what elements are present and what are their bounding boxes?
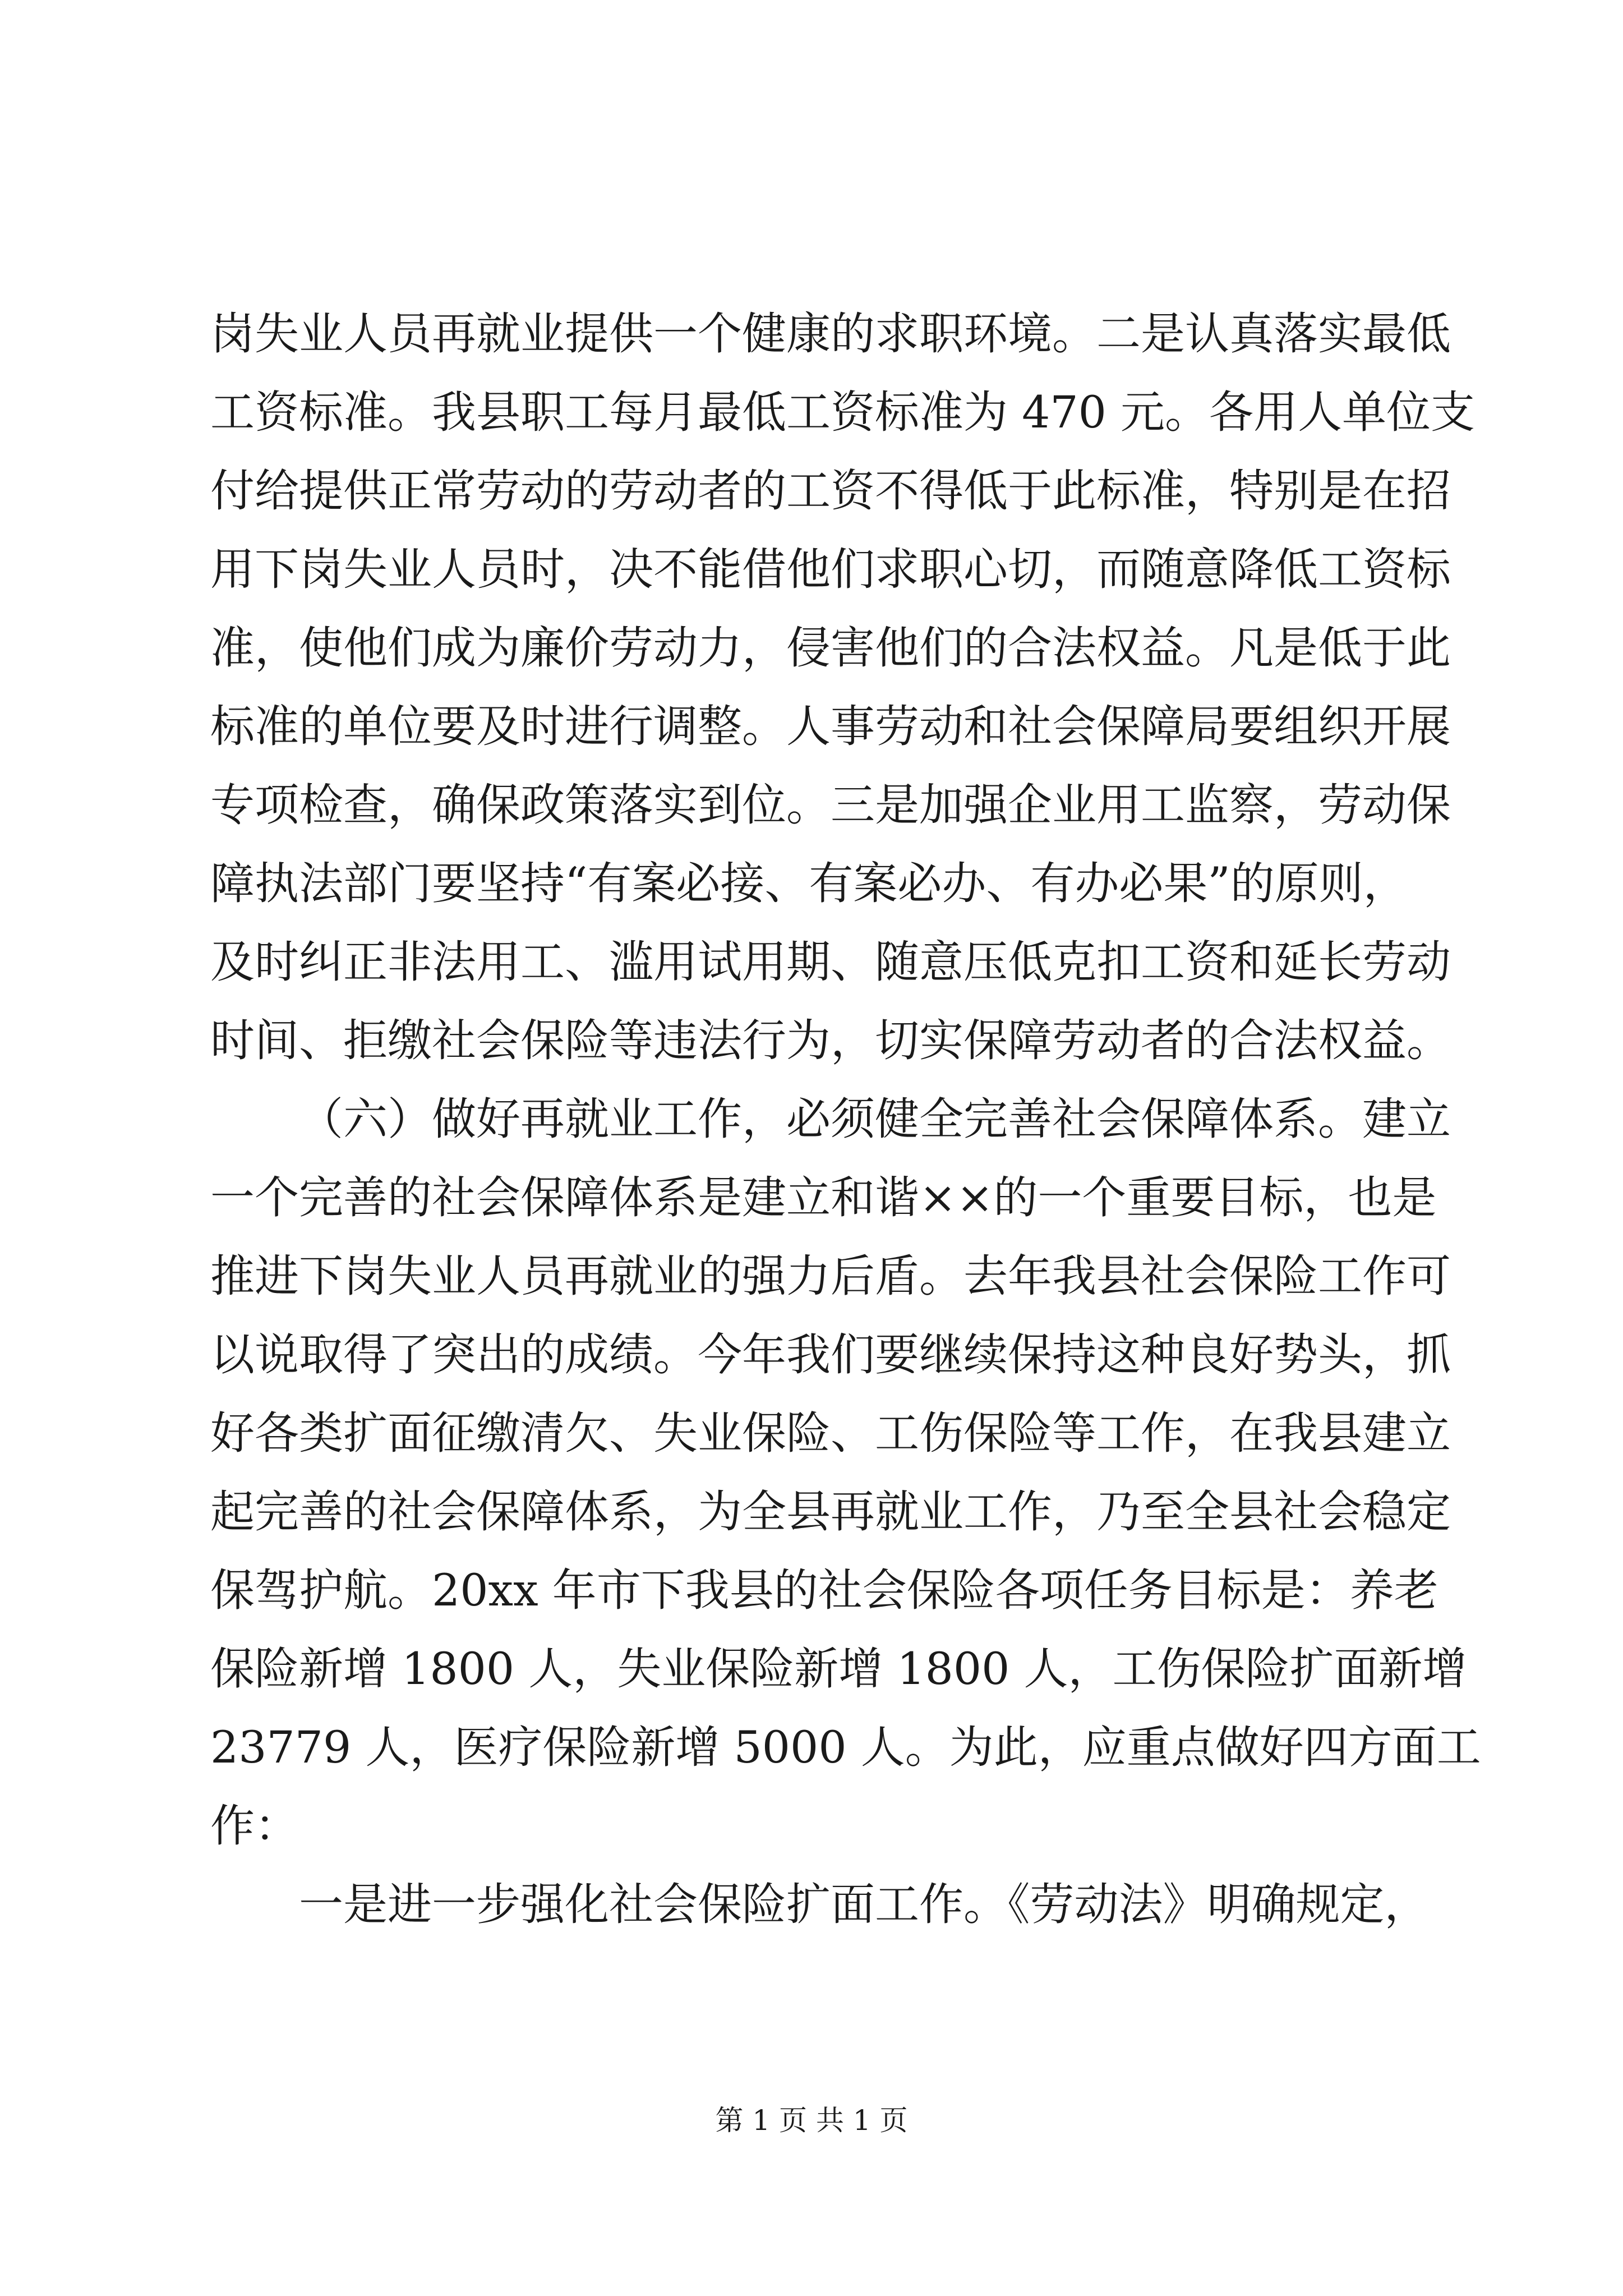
text-line: 以说取得了突出的成绩。今年我们要继续保持这种良好势头，抓 <box>210 1329 1451 1381</box>
text-line: 23779 人，医疗保险新增 5000 人。为此，应重点做好四方面工 <box>210 1722 1481 1773</box>
text-line: 保险新增 1800 人，失业保险新增 1800 人，工伤保险扩面新增 <box>210 1643 1467 1695</box>
text-line: 保驾护航。20xx 年市下我县的社会保险各项任务目标是：养老 <box>210 1565 1438 1616</box>
body-text <box>210 295 1481 1944</box>
text-line: 付给提供正常劳动的劳动者的工资不得低于此标准，特别是在招 <box>210 465 1451 517</box>
text-line: 标准的单位要及时进行调整。人事劳动和社会保障局要组织开展 <box>210 701 1451 752</box>
text-line: （六）做好再就业工作，必须健全完善社会保障体系。建立 <box>299 1093 1451 1145</box>
text-line: 起完善的社会保障体系，为全县再就业工作，乃至全县社会稳定 <box>210 1486 1451 1538</box>
page-footer: 第 1 页 共 1 页 <box>715 2104 908 2137</box>
text-line: 一是进一步强化社会保险扩面工作。《劳动法》明确规定， <box>299 1879 1429 1930</box>
text-line: 作： <box>210 1800 299 1852</box>
text-line: 一个完善的社会保障体系是建立和谐××的一个重要目标，也是 <box>210 1172 1437 1223</box>
text-line: 专项检查，确保政策落实到位。三是加强企业用工监察，劳动保 <box>210 779 1451 831</box>
text-line: 岗失业人员再就业提供一个健康的求职环境。二是认真落实最低 <box>210 308 1451 360</box>
text-line: 障执法部门要坚持“有案必接、有案必办、有办必果”的原则， <box>210 858 1408 909</box>
text-line: 及时纠正非法用工、滥用试用期、随意压低克扣工资和延长劳动 <box>210 936 1451 988</box>
text-line: 用下岗失业人员时，决不能借他们求职心切，而随意降低工资标 <box>210 544 1451 595</box>
text-line: 推进下岗失业人员再就业的强力后盾。去年我县社会保险工作可 <box>210 1250 1451 1302</box>
text-line: 时间、拒缴社会保险等违法行为，切实保障劳动者的合法权益。 <box>210 1015 1451 1066</box>
text-line: 工资标准。我县职工每月最低工资标准为 470 元。各用人单位支 <box>210 386 1476 438</box>
text-line: 好各类扩面征缴清欠、失业保险、工伤保险等工作，在我县建立 <box>210 1407 1451 1459</box>
text-line: 准，使他们成为廉价劳动力，侵害他们的合法权益。凡是低于此 <box>210 622 1451 674</box>
